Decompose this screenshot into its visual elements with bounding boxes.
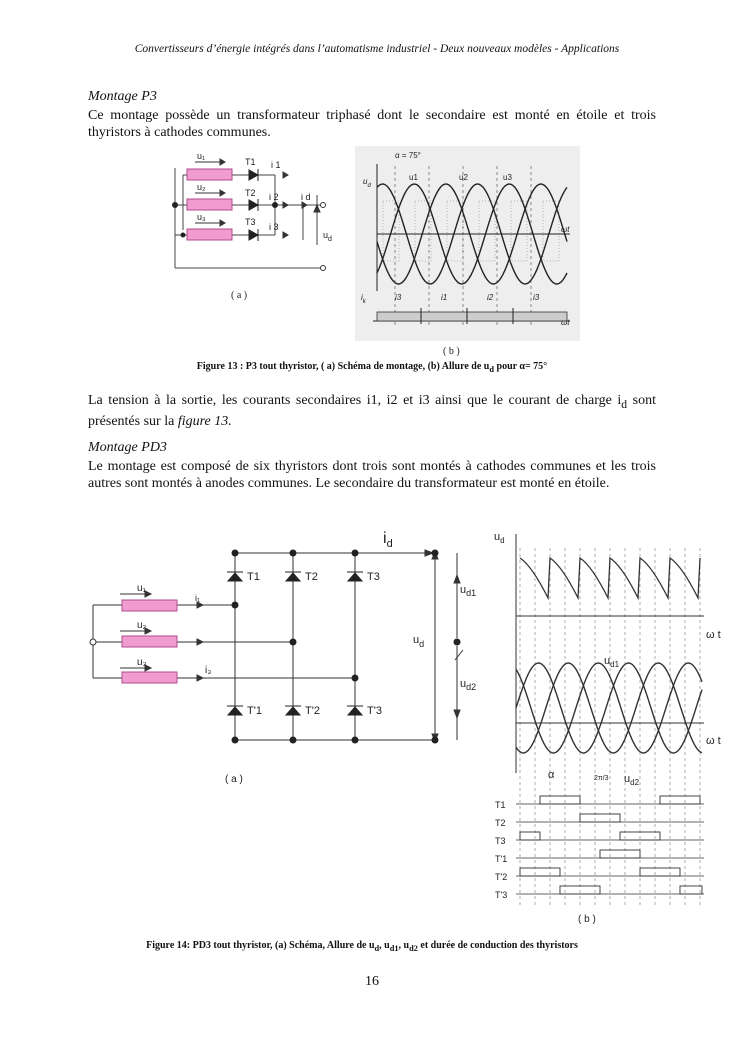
label-i2: i 2	[269, 192, 279, 202]
conduction-pulse	[640, 868, 680, 876]
label-i1: i₁	[195, 593, 201, 603]
label-alpha: α = 75°	[395, 151, 421, 160]
label-ik: $i_k$	[361, 293, 366, 305]
figure14b-waveforms	[490, 528, 734, 928]
section-title-pd3: Montage PD3	[88, 440, 167, 455]
label-ud: $u_d$	[494, 531, 505, 545]
conduction-pulse	[600, 850, 640, 858]
label-ud: $u_d$	[323, 230, 332, 243]
label-t3: T3	[245, 217, 256, 227]
coil-u2	[122, 636, 177, 647]
label-i2: i2	[487, 293, 494, 302]
section-title-p3: Montage P3	[88, 89, 157, 104]
fig13b-tag: ( b )	[443, 346, 460, 357]
label-twopi3: 2π/3	[594, 775, 609, 782]
figure14-caption: Figure 14: PD3 tout thyristor, (a) Schéma, Allure de $u_d$, $u_{d1}$, $u_{d2}$ et durée de conduction des thyristors	[146, 940, 578, 953]
label-i3a: i3	[395, 293, 402, 302]
conduction-pulse	[580, 814, 620, 822]
label-id: i d	[301, 192, 311, 202]
thyristor-tp2	[286, 707, 300, 715]
thyristor-t3	[249, 230, 258, 240]
thyristor-t3	[348, 573, 362, 581]
row-label-tp1: T'1	[495, 854, 508, 864]
phase-wave-2	[516, 663, 702, 753]
row-label-tp2: T'2	[495, 872, 508, 882]
label-t1: T1	[245, 157, 256, 167]
page-number: 16	[365, 974, 379, 989]
label-ud: $u_d$	[363, 177, 371, 189]
thyristor-t2	[249, 200, 258, 210]
label-u1: u₁	[137, 583, 146, 594]
row-label-t2: T2	[495, 818, 506, 828]
label-ud: $u_d$	[413, 634, 425, 649]
label-tp1: T'1	[247, 705, 262, 717]
conduction-pulse	[520, 832, 540, 840]
label-alpha: α	[548, 769, 555, 781]
paragraph-currents: La tension à la sortie, les courants secondaires i1, i2 et i3 ainsi que le courant de charge $i_d$ sont présentés sur la figure 13.	[88, 393, 657, 429]
ik-current-bar	[377, 312, 567, 321]
label-u1: u₁	[197, 151, 206, 161]
running-header: Convertisseurs d’énergie intégrés dans l’automatisme industriel - Deux nouveaux modèles - Applications	[134, 43, 620, 55]
row-label-t1: T1	[495, 800, 506, 810]
label-wt1: ω t	[706, 629, 721, 641]
label-tp2: T'2	[305, 705, 320, 717]
coil-u2	[187, 199, 232, 210]
coil-u1	[122, 600, 177, 611]
label-i1: i 1	[271, 160, 281, 170]
coil-u3	[187, 229, 232, 240]
label-u3: u3	[503, 173, 512, 182]
label-i3: i 3	[269, 222, 279, 232]
thyristor-t2	[286, 573, 300, 581]
row-label-tp3: T'3	[495, 890, 508, 900]
fig14b-tag: ( b )	[578, 914, 596, 925]
label-ud2: $u_{d2}$	[624, 773, 640, 787]
label-ud1: $u_{d1}$	[604, 655, 620, 669]
label-wt2: ωt	[561, 318, 570, 327]
phase-wave-1	[516, 663, 702, 753]
coil-u3	[122, 672, 177, 683]
figure13-caption: Figure 13 : P3 tout thyristor, ( a) Schéma de montage, (b) Allure de $u_d$ pour α= 75°	[196, 361, 548, 374]
section-text-pd3: Le montage est composé de six thyristors dont trois sont montés à cathodes communes et les trois autres sont montés à anodes communes. Le secondaire du transformateur est monté en étoile.	[88, 459, 656, 491]
label-wt2: ω t	[706, 735, 721, 747]
conduction-pulse	[660, 796, 700, 804]
label-i3b: i3	[533, 293, 540, 302]
conduction-pulse	[540, 796, 580, 804]
label-u2: u₂	[137, 620, 147, 631]
thyristor-t1	[228, 573, 242, 581]
label-id: $i_d$	[383, 530, 393, 550]
conduction-pulse	[520, 868, 560, 876]
phase-wave-3	[516, 663, 702, 753]
figure13b-waveforms	[355, 146, 580, 361]
label-tp3: T'3	[367, 705, 382, 717]
label-u1: u1	[409, 173, 418, 182]
row-label-t3: T3	[495, 836, 506, 846]
thyristor-t1	[249, 170, 258, 180]
label-i3: i₃	[205, 665, 212, 676]
figure14a-circuit	[85, 525, 490, 795]
label-i1: i1	[441, 293, 448, 302]
label-u2: u₂	[197, 182, 206, 192]
fig14a-tag: ( a )	[225, 774, 243, 785]
conduction-pulse	[680, 886, 702, 894]
label-ud2: $u_{d2}$	[460, 678, 477, 692]
label-u2: u2	[459, 173, 468, 182]
label-u3: u₃	[137, 657, 147, 668]
label-t1: T1	[247, 571, 260, 583]
label-wt: ωt	[561, 225, 570, 234]
label-t2: T2	[245, 188, 256, 198]
fig13a-tag: ( a )	[231, 290, 248, 301]
thyristor-tp1	[228, 707, 242, 715]
coil-u1	[187, 169, 232, 180]
label-ud1: $u_{d1}$	[460, 584, 477, 598]
thyristor-tp3	[348, 707, 362, 715]
label-t3: T3	[367, 571, 380, 583]
figure13a-circuit	[165, 150, 345, 310]
section-text-p3: Ce montage possède un transformateur triphasé dont le secondaire est monté en étoile et trois thyristors à cathodes communes.	[88, 108, 656, 140]
label-t2: T2	[305, 571, 318, 583]
label-u3: u₃	[197, 212, 206, 222]
